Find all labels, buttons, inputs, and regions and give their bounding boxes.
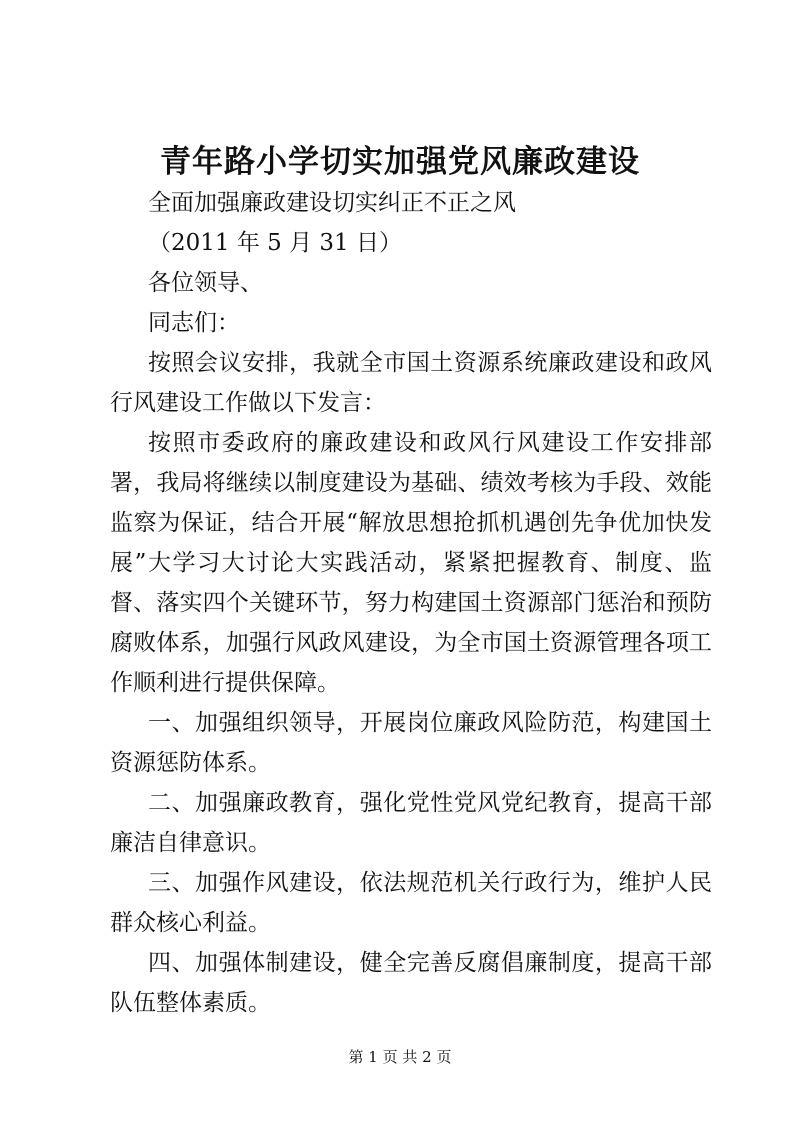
page-footer: 第 1 页 共 2 页 [348, 1048, 452, 1066]
document-body [110, 183, 712, 1023]
salutation-leaders: 各位领导、 [148, 270, 263, 296]
paragraph-point-4: 四、加强体制建设，健全完善反腐倡廉制度，提高干部队伍整体素质。 [110, 950, 712, 1016]
salutation-comrades: 同志们： [148, 310, 240, 336]
paragraph-point-3: 三、加强作风建设，依法规范机关行政行为，维护人民群众核心利益。 [110, 870, 712, 936]
paragraph-point-2: 二、加强廉政教育，强化党性党风党纪教育，提高干部廉洁自律意识。 [110, 790, 712, 856]
document-date: （2011 年 5 月 31 日） [148, 230, 402, 256]
document-title: 青年路小学切实加强党风廉政建设 [160, 144, 640, 180]
paragraph-main: 按照市委政府的廉政建设和政风行风建设工作安排部署，我局将继续以制度建设为基础、绩效考核为手段、效能监察为保证，结合开展“解放思想抢抓机遇创先争优加快发展”大学习大讨论大实践活动，紧紧把握教育、制度、监督、落实四个关键环节，努力构建国土资源部门惩治和预防腐败体系，加强行风政风建设，为全市国土资源管理各项工作顺利进行提供保障。 [110, 430, 712, 696]
paragraph-intro: 按照会议安排，我就全市国土资源系统廉政建设和政风行风建设工作做以下发言： [110, 350, 712, 416]
paragraph-point-1: 一、加强组织领导，开展岗位廉政风险防范，构建国土资源惩防体系。 [110, 710, 712, 776]
document-subtitle: 全面加强廉政建设切实纠正不正之风 [148, 190, 516, 216]
